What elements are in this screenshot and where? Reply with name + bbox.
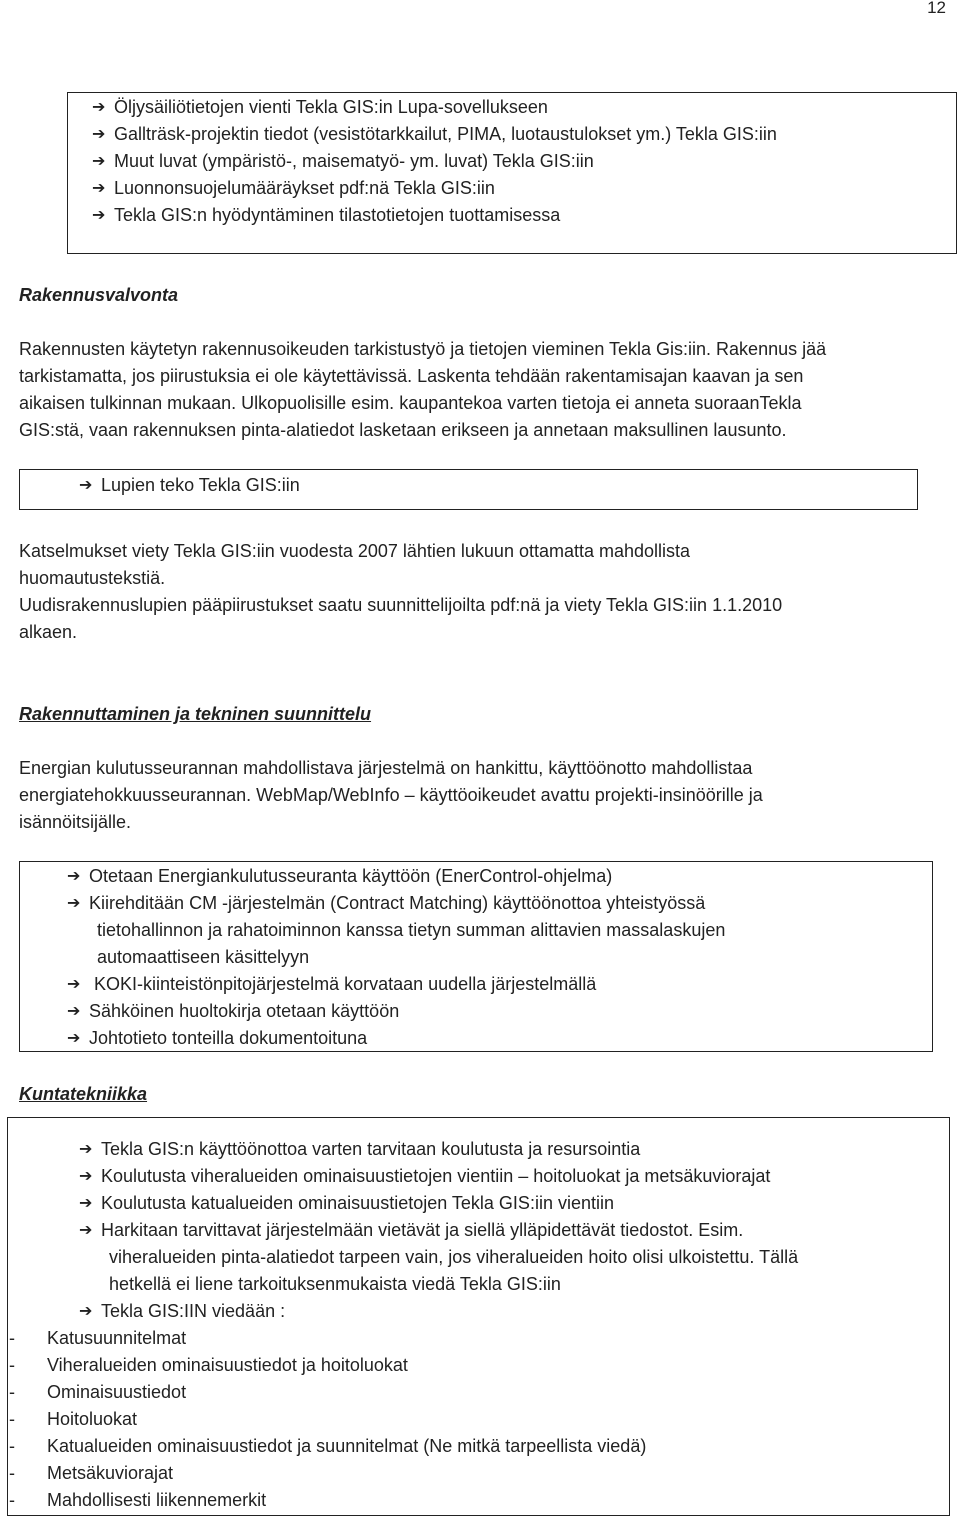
list-item-text: Johtotieto tonteilla dokumentoituna bbox=[89, 1028, 368, 1048]
list-item bbox=[92, 202, 560, 230]
list-item bbox=[67, 998, 399, 1026]
list-item bbox=[79, 1217, 743, 1245]
paragraph-line: tarkistamatta, jos piirustuksia ei ole käytettävissä. Laskenta tehdään rakentamisajan kaavan ja sen bbox=[19, 366, 804, 386]
list-item-text: Koulutusta katualueiden ominaisuustietojen Tekla GIS:iin vientiin bbox=[101, 1193, 614, 1213]
list-item bbox=[67, 1025, 367, 1053]
list-item-text: Tekla GIS:n hyödyntäminen tilastotietojen tuottamisessa bbox=[114, 205, 561, 225]
dash-bullet: - bbox=[9, 1490, 15, 1510]
arrow-right-icon: ➔ bbox=[79, 1195, 93, 1212]
dash-list-item bbox=[9, 1433, 646, 1460]
dash-list-text: Katusuunnitelmat bbox=[47, 1328, 187, 1348]
paragraph-line: alkaen. bbox=[19, 622, 78, 642]
list-item bbox=[67, 863, 612, 891]
arrow-right-icon: ➔ bbox=[92, 207, 106, 224]
section-heading-kuntatekniikka: Kuntatekniikka bbox=[19, 1084, 148, 1104]
list-item bbox=[67, 890, 705, 918]
dash-list-item bbox=[9, 1487, 266, 1514]
paragraph-line: isännöitsijälle. bbox=[19, 812, 132, 832]
arrow-right-icon: ➔ bbox=[67, 1030, 81, 1047]
arrow-right-icon: ➔ bbox=[79, 477, 93, 494]
arrow-right-icon: ➔ bbox=[92, 180, 106, 197]
arrow-right-icon: ➔ bbox=[79, 1303, 93, 1320]
arrow-right-icon: ➔ bbox=[79, 1168, 93, 1185]
list-item-text: Harkitaan tarvittavat järjestelmään vietävät ja siellä ylläpidettävät tiedostot. Esim. bbox=[101, 1220, 744, 1240]
list-item-text: Koulutusta viheralueiden ominaisuustietojen vientiin – hoitoluokat ja metsäkuviorajat bbox=[101, 1166, 771, 1186]
list-item-text: Gallträsk-projektin tiedot (vesistötarkkailut, PIMA, luotaustulokset ym.) Tekla GIS:iin bbox=[114, 124, 777, 144]
dash-list-item bbox=[9, 1460, 173, 1487]
dash-list-text: Mahdollisesti liikennemerkit bbox=[47, 1490, 267, 1510]
dash-bullet: - bbox=[9, 1355, 15, 1375]
dash-list-item bbox=[9, 1325, 186, 1352]
dash-bullet: - bbox=[9, 1382, 15, 1402]
paragraph-line: aikaisen tulkinnan mukaan. Ulkopuolisille esim. kaupantekoa varten tietoja ei anneta suoraanTekla bbox=[19, 393, 802, 413]
list-item bbox=[79, 1163, 770, 1191]
list-item-text: Öljysäiliötietojen vienti Tekla GIS:in Lupa-sovellukseen bbox=[114, 97, 548, 117]
dash-list-text: Hoitoluokat bbox=[47, 1409, 138, 1429]
list-item-text: Tekla GIS:IIN viedään : bbox=[101, 1301, 286, 1321]
arrow-right-icon: ➔ bbox=[79, 1141, 93, 1158]
list-item-text: Lupien teko Tekla GIS:iin bbox=[101, 475, 300, 495]
paragraph-line: Uudisrakennuslupien pääpiirustukset saatu suunnittelijoilta pdf:nä ja viety Tekla GIS:iin 1.1.2010 bbox=[19, 595, 783, 615]
paragraph-line: energiatehokkuusseurannan. WebMap/WebInfo – käyttöoikeudet avattu projekti-insinöörille ja bbox=[19, 785, 763, 805]
arrow-right-icon: ➔ bbox=[67, 895, 81, 912]
list-item bbox=[67, 971, 596, 999]
dash-bullet: - bbox=[9, 1463, 15, 1483]
list-item bbox=[92, 148, 594, 176]
paragraph-line: Energian kulutusseurannan mahdollistava järjestelmä on hankittu, käyttöönotto mahdollistaa bbox=[19, 758, 753, 778]
list-item bbox=[92, 121, 777, 149]
dash-list-text: Viheralueiden ominaisuustiedot ja hoitoluokat bbox=[47, 1355, 408, 1375]
dash-list-item bbox=[9, 1352, 408, 1379]
dash-list-item bbox=[9, 1406, 137, 1433]
dash-bullet: - bbox=[9, 1436, 15, 1456]
list-item bbox=[79, 1190, 614, 1218]
list-item-continuation: viheralueiden pinta-alatiedot tarpeen vain, jos viheralueiden hoito olisi ulkoistettu. Tällä bbox=[109, 1247, 799, 1267]
section-heading-rakennuttaminen: Rakennuttaminen ja tekninen suunnittelu bbox=[19, 704, 372, 724]
list-item bbox=[79, 1136, 640, 1164]
list-item-text: KOKI-kiinteistönpitojärjestelmä korvataan uudella järjestelmällä bbox=[89, 974, 597, 994]
paragraph-line: Rakennusten käytetyn rakennusoikeuden tarkistustyö ja tietojen vieminen Tekla Gis:iin. Rakennus jää bbox=[19, 339, 827, 359]
list-item-continuation: hetkellä ei liene tarkoituksenmukaista viedä Tekla GIS:iin bbox=[109, 1274, 561, 1294]
list-item-text: Tekla GIS:n käyttöönottoa varten tarvitaan koulutusta ja resursointia bbox=[101, 1139, 641, 1159]
list-item-continuation: tietohallinnon ja rahatoiminnon kanssa tietyn summan alittavien massalaskujen bbox=[97, 920, 726, 940]
paragraph-line: huomautustekstiä. bbox=[19, 568, 166, 588]
dash-list-text: Katualueiden ominaisuustiedot ja suunnitelmat (Ne mitkä tarpeellista viedä) bbox=[47, 1436, 647, 1456]
section-heading-rakennusvalvonta: Rakennusvalvonta bbox=[19, 285, 179, 305]
list-item bbox=[92, 175, 495, 203]
dash-bullet: - bbox=[9, 1328, 15, 1348]
arrow-right-icon: ➔ bbox=[92, 126, 106, 143]
list-item bbox=[92, 94, 548, 122]
arrow-right-icon: ➔ bbox=[67, 868, 81, 885]
list-item-text: Otetaan Energiankulutusseuranta käyttöön (EnerControl-ohjelma) bbox=[89, 866, 613, 886]
list-item-text: Sähköinen huoltokirja otetaan käyttöön bbox=[89, 1001, 400, 1021]
page-number: 12 bbox=[927, 0, 946, 17]
dash-list-text: Ominaisuustiedot bbox=[47, 1382, 187, 1402]
list-item bbox=[79, 1298, 285, 1326]
list-item bbox=[79, 472, 300, 500]
arrow-right-icon: ➔ bbox=[92, 153, 106, 170]
arrow-right-icon: ➔ bbox=[67, 1003, 81, 1020]
dash-bullet: - bbox=[9, 1409, 15, 1429]
list-item-text: Kiirehditään CM -järjestelmän (Contract Matching) käyttöönottoa yhteistyössä bbox=[89, 893, 706, 913]
arrow-right-icon: ➔ bbox=[92, 99, 106, 116]
arrow-right-icon: ➔ bbox=[67, 976, 81, 993]
paragraph-line: Katselmukset viety Tekla GIS:iin vuodesta 2007 lähtien lukuun ottamatta mahdollista bbox=[19, 541, 691, 561]
list-item-continuation: automaattiseen käsittelyyn bbox=[97, 947, 310, 967]
list-item-text: Luonnonsuojelumääräykset pdf:nä Tekla GIS:iin bbox=[114, 178, 495, 198]
list-item-text: Muut luvat (ympäristö-, maisematyö- ym. luvat) Tekla GIS:iin bbox=[114, 151, 594, 171]
arrow-right-icon: ➔ bbox=[79, 1222, 93, 1239]
dash-list-item bbox=[9, 1379, 186, 1406]
dash-list-text: Metsäkuviorajat bbox=[47, 1463, 174, 1483]
paragraph-line: GIS:stä, vaan rakennuksen pinta-alatiedot lasketaan erikseen ja annetaan maksullinen lausunto. bbox=[19, 420, 787, 440]
